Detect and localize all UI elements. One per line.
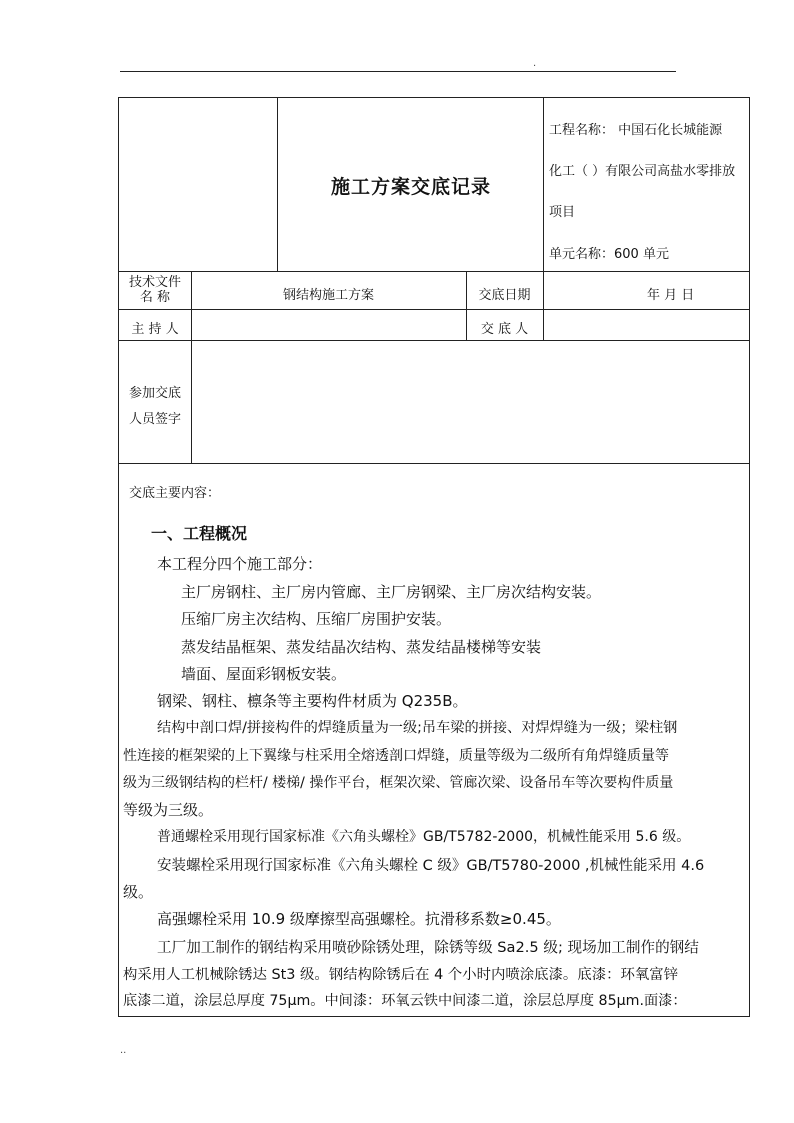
row-divider bbox=[119, 463, 749, 464]
content-line: 本工程分四个施工部分： bbox=[157, 555, 323, 573]
content-line: 性连接的框架梁的上下翼缘与柱采用全熔透剖口焊缝，质量等级为二级所有角焊缝质量等 bbox=[123, 748, 669, 764]
content-line: 钢梁、钢柱、檩条等主要构件材质为 Q235B。 bbox=[157, 692, 468, 710]
page-title: 施工方案交底记录 bbox=[330, 176, 491, 198]
content-label: 交底主要内容： bbox=[129, 486, 221, 501]
row-divider bbox=[119, 309, 749, 310]
col-divider bbox=[277, 98, 278, 271]
doc-name-label bbox=[119, 275, 191, 305]
unit-name: 单元名称：600 单元 bbox=[549, 247, 669, 262]
content-line: 高强螺栓采用 10.9 级摩擦型高强螺栓。抗滑移系数≥0.45。 bbox=[157, 910, 561, 928]
project-name-line: 化工（ ）有限公司高盐水零排放 bbox=[549, 164, 736, 179]
content-line: 结构中剖口焊/拼接构件的焊缝质量为一级;吊车梁的拼接、对焊焊缝为一级；梁柱钢 bbox=[157, 720, 678, 736]
header-dot: . bbox=[533, 58, 537, 69]
project-name-line: 工程名称： 中国石化长城能源 bbox=[549, 123, 723, 138]
date-value[interactable]: 年 月 日 bbox=[647, 288, 695, 303]
participants-label-line: 参加交底 bbox=[128, 386, 181, 401]
participants-signature-area[interactable] bbox=[192, 341, 750, 462]
doc-name-value: 钢结构施工方案 bbox=[282, 288, 374, 303]
record-form bbox=[118, 97, 750, 1017]
content-line: 压缩厂房主次结构、压缩厂房围护安装。 bbox=[181, 610, 452, 628]
host-label: 主 持 人 bbox=[131, 322, 179, 337]
content-line: 级。 bbox=[123, 883, 154, 901]
content-line: 等级为三级。 bbox=[123, 801, 214, 819]
content-line: 工厂加工制作的钢结构采用喷砂除锈处理，除锈等级 Sa2.5 级; 现场加工制作的钢结 bbox=[157, 939, 699, 956]
row-divider bbox=[119, 271, 749, 272]
content-line: 蒸发结晶框架、蒸发结晶次结构、蒸发结晶楼梯等安装 bbox=[181, 638, 542, 656]
doc-name-label-line: 技术文件 bbox=[128, 275, 181, 290]
content-line: 级为三级钢结构的栏杆/ 楼梯/ 操作平台，框架次梁、管廊次梁、设备吊车等次要构件质量 bbox=[123, 775, 674, 791]
content-line: 底漆二道，涂层总厚度 75μm。中间漆：环氧云铁中间漆二道，涂层总厚度 85μm.面漆： bbox=[123, 993, 687, 1009]
content-line: 安装螺栓采用现行国家标准《六角头螺栓 C 级》GB/T5780-2000 ,机械性能采用 4.6 bbox=[157, 858, 705, 874]
project-name-line: 项目 bbox=[549, 205, 576, 220]
content-line: 主厂房钢柱、主厂房内管廊、主厂房钢梁、主厂房次结构安装。 bbox=[181, 583, 602, 601]
participants-label bbox=[119, 381, 191, 433]
header-rule bbox=[120, 71, 676, 72]
footer-dots: .. bbox=[120, 1045, 127, 1056]
content-line: 墙面、屋面彩钢板安装。 bbox=[181, 665, 347, 683]
presenter-label: 交 底 人 bbox=[480, 322, 529, 337]
content-line: 构采用人工机械除锈达 St3 级。钢结构除锈后在 4 个小时内喷涂底漆。底漆：环氧富锌 bbox=[123, 967, 679, 983]
content-line: 普通螺栓采用现行国家标准《六角头螺栓》GB/T5782-2000，机械性能采用 5.6 级。 bbox=[157, 829, 691, 845]
section-heading: 一、工程概况 bbox=[151, 524, 248, 543]
col-divider bbox=[543, 98, 544, 340]
date-label: 交底日期 bbox=[478, 288, 531, 303]
participants-label-line: 人员签字 bbox=[128, 412, 181, 427]
doc-name-label-line: 名 称 bbox=[139, 290, 171, 305]
